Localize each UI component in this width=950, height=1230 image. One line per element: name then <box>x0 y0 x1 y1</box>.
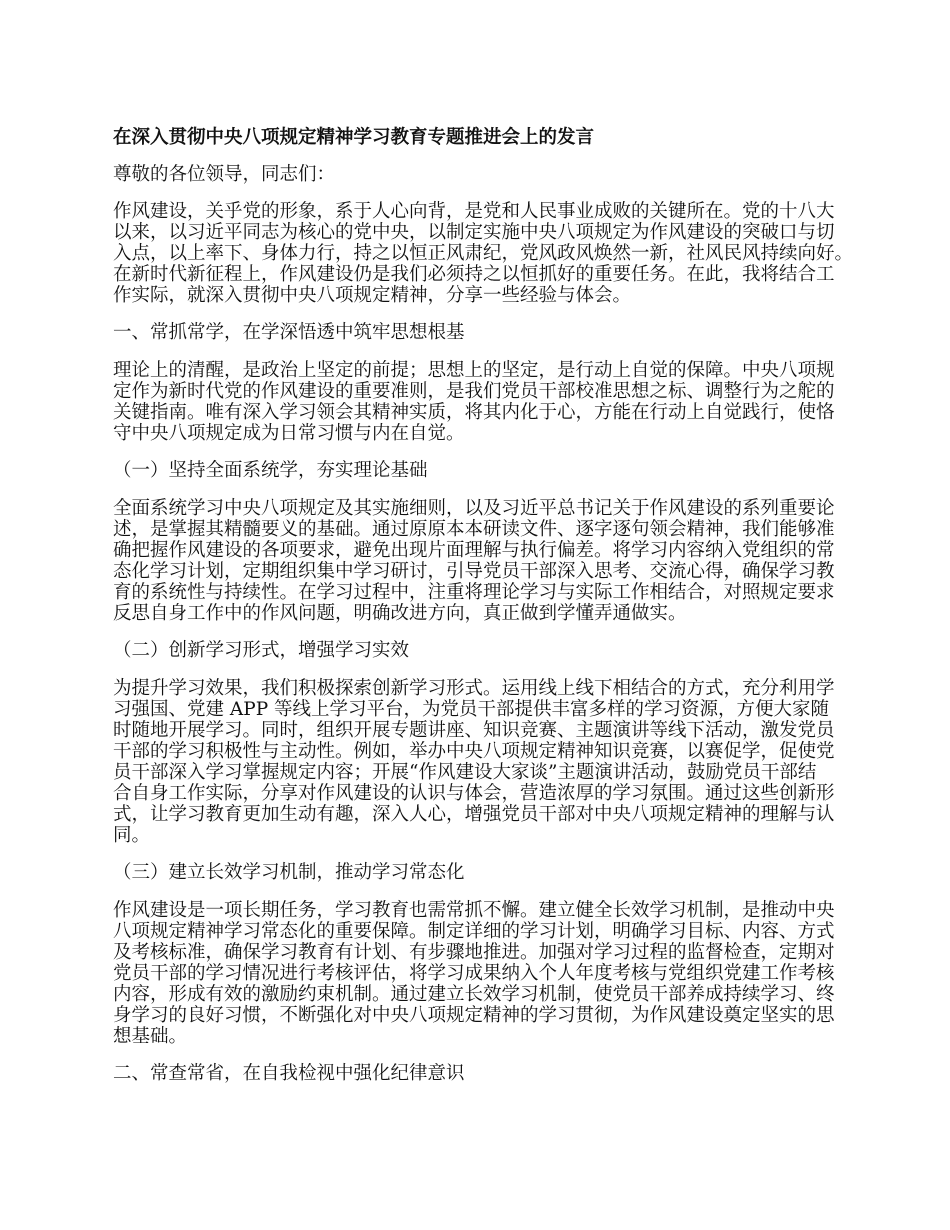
text-line: 八项规定精神学习常态化的重要保障。制定详细的学习计划，明确学习目标、内容、方式 <box>113 921 835 942</box>
text-line: 述，是掌握其精髓要义的基础。通过原原本本研读文件、逐字逐句领会精神，我们能够准 <box>113 519 835 540</box>
text-line: （二）创新学习形式，增强学习实效 <box>113 640 410 661</box>
document-body <box>113 127 873 1101</box>
text-line: 想基础。 <box>113 1026 188 1047</box>
text-line: 作风建设是一项长期任务，学习教育也需常抓不懈。建立健全长效学习机制，是推动中央 <box>113 900 835 921</box>
text-line: 育的系统性与持续性。在学习过程中，注重将理论学习与实际工作相结合，对照规定要求 <box>113 582 835 603</box>
text-line: 作风建设，关乎党的形象，系于人心向背，是党和人民事业成败的关键所在。党的十八大 <box>113 201 835 222</box>
section-heading <box>113 460 873 482</box>
text-line: 员干部深入学习掌握规定内容；开展“作风建设大家谈”主题演讲活动，鼓励党员干部结 <box>113 762 817 783</box>
text-line: 干部的学习积极性与主动性。例如，举办中央八项规定精神知识竞赛，以赛促学，促使党 <box>113 741 835 762</box>
text-line: 同。 <box>113 825 151 846</box>
text-line: 尊敬的各位领导，同志们： <box>113 164 336 185</box>
text-line: 及考核标准，确保学习教育有计划、有步骤地推进。加强对学习过程的监督检查，定期对 <box>113 942 835 963</box>
text-line: 全面系统学习中央八项规定及其实施细则，以及习近平总书记关于作风建设的系列重要论 <box>113 498 835 519</box>
section-heading <box>113 640 873 662</box>
paragraph <box>113 678 873 846</box>
text-line: （三）建立长效学习机制，推动学习常态化 <box>113 862 465 883</box>
text-line: 定作为新时代党的作风建设的重要准则，是我们党员干部校准思想之标、调整行为之舵的 <box>113 381 835 402</box>
text-line: 理论上的清醒，是政治上坚定的前提；思想上的坚定，是行动上自觉的保障。中央八项规 <box>113 360 835 381</box>
text-line: 作实际，就深入贯彻中央八项规定精神，分享一些经验与体会。 <box>113 285 632 306</box>
section-heading <box>113 1063 873 1085</box>
text-line: 合自身工作实际，分享对作风建设的认识与体会，营造浓厚的学习氛围。通过这些创新形 <box>113 783 835 804</box>
text-line: 关键指南。唯有深入学习领会其精神实质，将其内化于心，方能在行动上自觉践行，使恪 <box>113 402 835 423</box>
document-title: 在深入贯彻中央八项规定精神学习教育专题推进会上的发言 <box>113 127 595 148</box>
text-line: 身学习的良好习惯，不断强化对中央八项规定精神的学习贯彻，为作风建设奠定坚实的思 <box>113 1005 835 1026</box>
paragraph <box>113 498 873 624</box>
text-line: 二、常查常省，在自我检视中强化纪律意识 <box>113 1063 465 1084</box>
text-line: 反思自身工作中的作风问题，明确改进方向，真正做到学懂弄通做实。 <box>113 603 687 624</box>
text-line: 党员干部的学习情况进行考核评估，将学习成果纳入个人年度考核与党组织党建工作考核 <box>113 963 835 984</box>
paragraph <box>113 360 873 444</box>
text-line: （一）坚持全面系统学，夯实理论基础 <box>113 460 428 481</box>
section-heading <box>113 322 873 344</box>
paragraph <box>113 900 873 1047</box>
paragraph <box>113 201 873 306</box>
text-line: 确把握作风建设的各项要求，避免出现片面理解与执行偏差。将学习内容纳入党组织的常 <box>113 540 835 561</box>
text-line: 态化学习计划，定期组织集中学习研讨，引导党员干部深入思考、交流心得，确保学习教 <box>113 561 835 582</box>
text-line: 一、常抓常学，在学深悟透中筑牢思想根基 <box>113 322 465 343</box>
text-line: 习强国、党建 APP 等线上学习平台，为党员干部提供丰富多样的学习资源，方便大家随 <box>113 699 830 720</box>
text-line: 入点，以上率下、身体力行，持之以恒正风肃纪，党风政风焕然一新，社风民风持续向好。 <box>113 243 854 264</box>
greeting <box>113 164 873 185</box>
text-line: 在新时代新征程上，作风建设仍是我们必须持之以恒抓好的重要任务。在此，我将结合工 <box>113 264 835 285</box>
section-heading <box>113 862 873 884</box>
text-line: 为提升学习效果，我们积极探索创新学习形式。运用线上线下相结合的方式，充分利用学 <box>113 678 835 699</box>
text-line: 式，让学习教育更加生动有趣，深入人心，增强党员干部对中央八项规定精神的理解与认 <box>113 804 835 825</box>
text-line: 内容，形成有效的激励约束机制。通过建立长效学习机制，使党员干部养成持续学习、终 <box>113 984 835 1005</box>
text-line: 时随地开展学习。同时，组织开展专题讲座、知识竞赛、主题演讲等线下活动，激发党员 <box>113 720 835 741</box>
text-line: 以来，以习近平同志为核心的党中央，以制定实施中央八项规定为作风建设的突破口与切 <box>113 222 835 243</box>
text-line: 守中央八项规定成为日常习惯与内在自觉。 <box>113 423 465 444</box>
document-content <box>113 164 873 1085</box>
